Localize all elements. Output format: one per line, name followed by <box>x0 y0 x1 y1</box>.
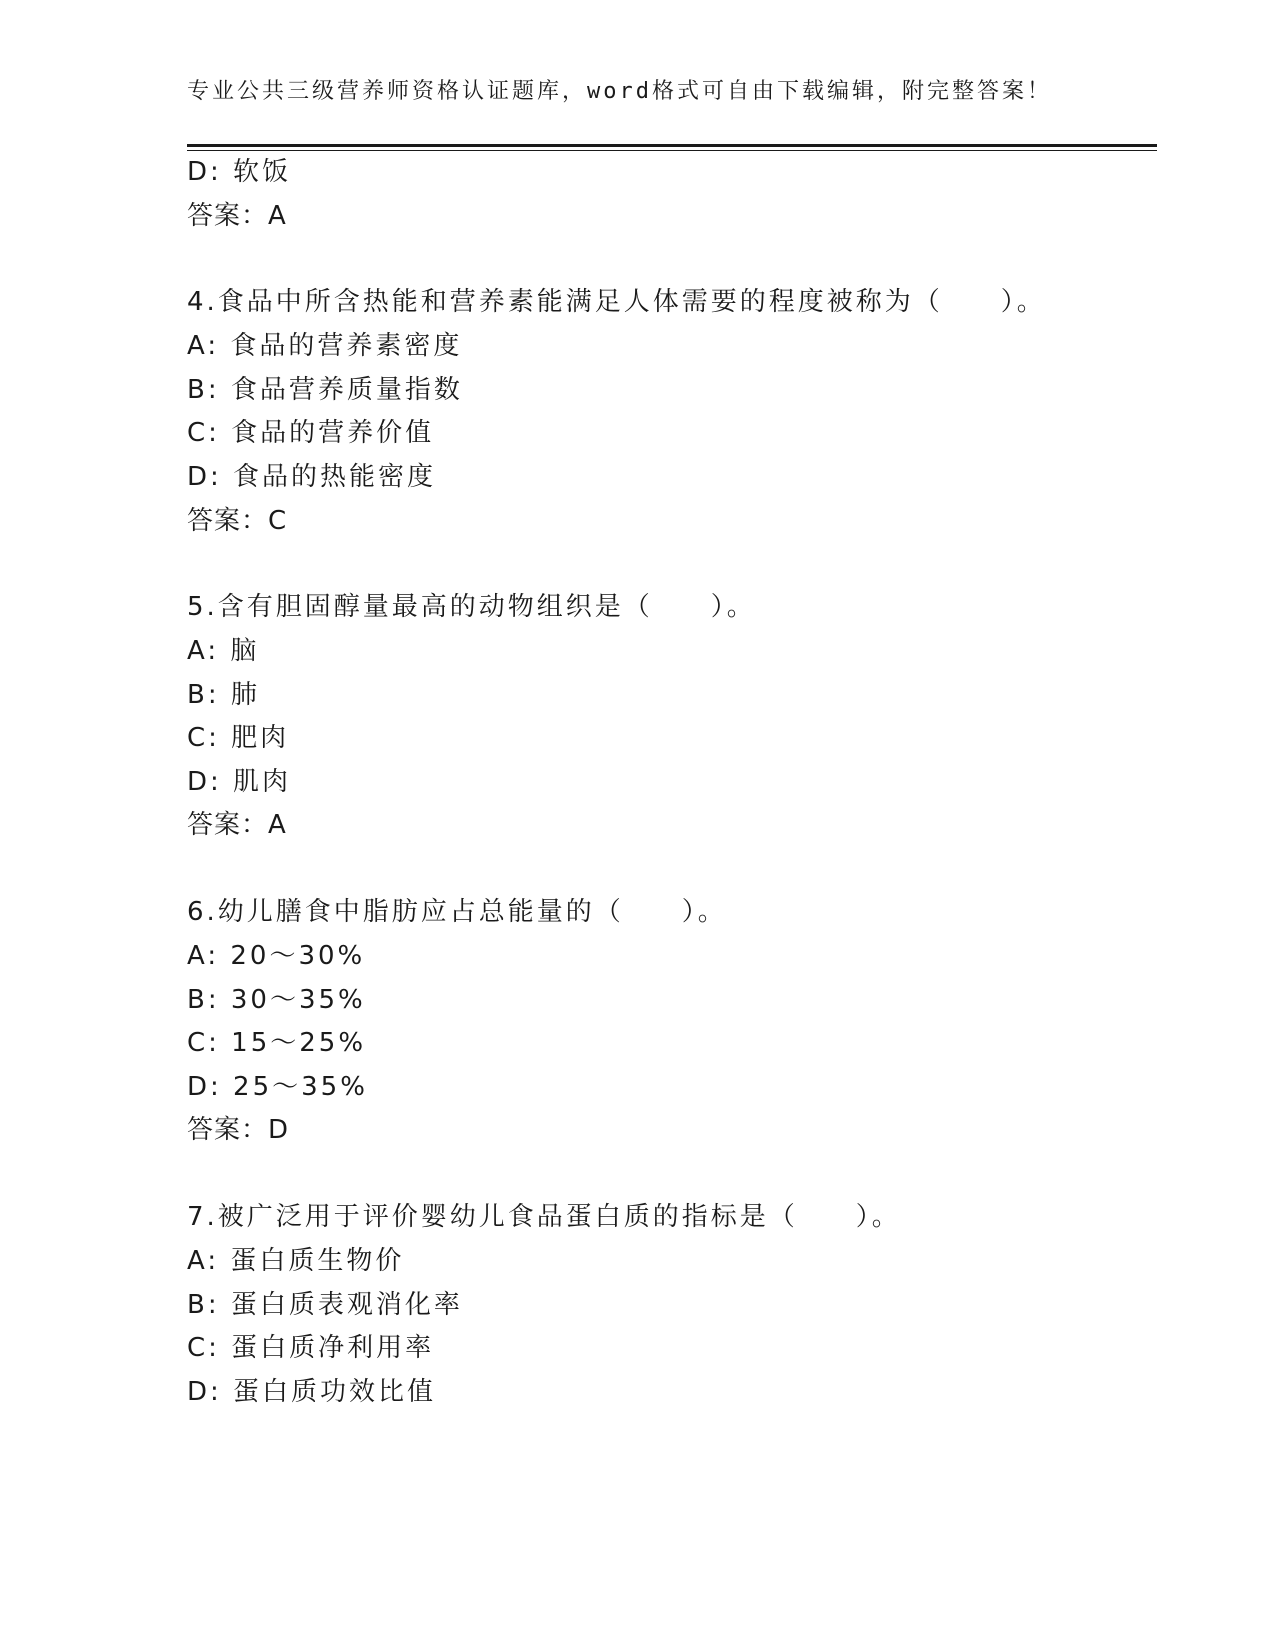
question-5-option-d: D: 肌肉 <box>187 767 292 797</box>
question-5-stem: 5.含有胆固醇量最高的动物组织是（ ）。 <box>187 592 756 622</box>
question-4-stem: 4.食品中所含热能和营养素能满足人体需要的程度被称为（ ）。 <box>187 287 1046 317</box>
question-6-option-b: B: 30～35% <box>187 985 366 1015</box>
question-4-option-c: C: 食品的营养价值 <box>187 418 435 448</box>
header-rule-thick <box>187 144 1157 147</box>
question-7-option-b: B: 蛋白质表观消化率 <box>187 1290 463 1320</box>
question-7-option-c: C: 蛋白质净利用率 <box>187 1333 435 1363</box>
page-header: 专业公共三级营养师资格认证题库，word格式可自由下载编辑，附完整答案！ <box>187 79 1052 104</box>
question-5-option-c: C: 肥肉 <box>187 723 290 753</box>
question-5-answer: 答案：A <box>187 810 287 840</box>
question-4-option-a: A: 食品的营养素密度 <box>187 331 463 361</box>
question-4-answer: 答案：C <box>187 506 288 536</box>
question-7-option-a: A: 蛋白质生物价 <box>187 1246 405 1276</box>
question-6-option-a: A: 20～30% <box>187 941 366 971</box>
question-6-answer: 答案：D <box>187 1115 290 1145</box>
question-6-option-d: D: 25～35% <box>187 1072 368 1102</box>
question-6-stem: 6.幼儿膳食中脂肪应占总能量的（ ）。 <box>187 897 727 927</box>
prev-option-d: D: 软饭 <box>187 157 292 187</box>
question-7-stem: 7.被广泛用于评价婴幼儿食品蛋白质的指标是（ ）。 <box>187 1202 901 1232</box>
question-6-option-c: C: 15～25% <box>187 1028 367 1058</box>
question-4-option-d: D: 食品的热能密度 <box>187 462 437 492</box>
question-4-option-b: B: 食品营养质量指数 <box>187 375 463 405</box>
question-7-option-d: D: 蛋白质功效比值 <box>187 1377 437 1407</box>
prev-answer: 答案：A <box>187 201 287 231</box>
question-5-option-b: B: 肺 <box>187 680 260 710</box>
question-5-option-a: A: 脑 <box>187 636 260 666</box>
header-rule-thin <box>187 150 1157 151</box>
